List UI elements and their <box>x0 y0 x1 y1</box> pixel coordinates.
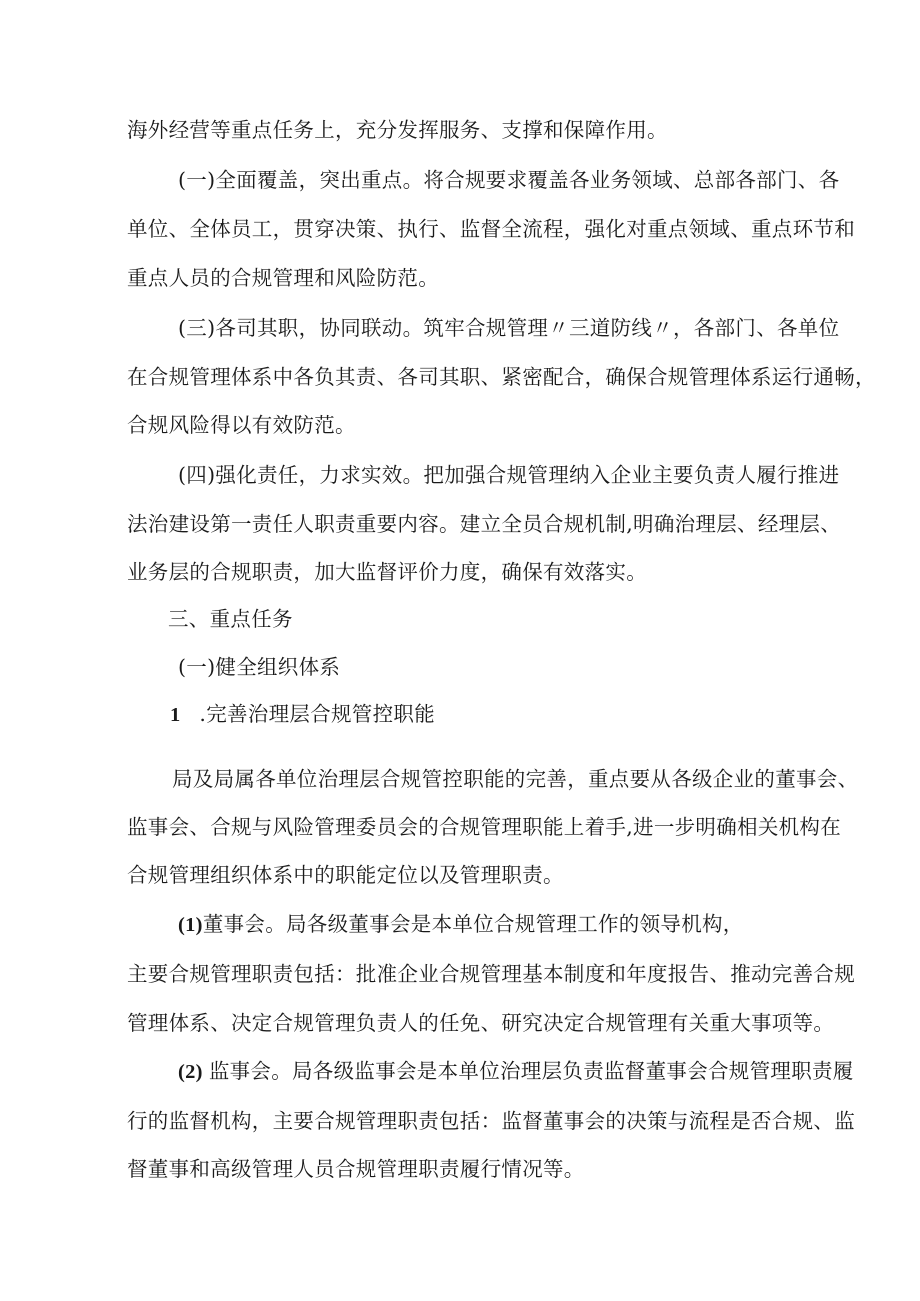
list-number: (1) <box>178 914 203 936</box>
paragraph-line: 业务层的合规职责，加大监督评价力度，确保有效落实。 <box>127 560 647 584</box>
paragraph-line: 重点人员的合规管理和风险防范。 <box>127 266 439 290</box>
paragraph-line: 督董事和高级管理人员合规管理职责履行情况等。 <box>127 1157 585 1181</box>
subsection-heading: (一)健全组织体系 <box>178 655 341 679</box>
paragraph-line: 合规风险得以有效防范。 <box>127 413 356 437</box>
item-heading-text: .完善治理层合规管控职能 <box>199 702 436 726</box>
paragraph-line: 监事会、合规与风险管理委员会的合规管理职能上着手,进一步明确相关机构在 <box>127 815 842 839</box>
paragraph-text: 董事会。局各级董事会是本单位合规管理工作的领导机构， <box>202 912 744 936</box>
paragraph-line: 行的监督机构，主要合规管理职责包括：监督董事会的决策与流程是否合规、监 <box>127 1109 855 1133</box>
paragraph-line: 在合规管理体系中各负其责、各司其职、紧密配合，确保合规管理体系运行通畅， <box>127 365 876 389</box>
item-number: 1 <box>170 704 181 726</box>
paragraph-line: 合规管理组织体系中的职能定位以及管理职责。 <box>127 863 564 887</box>
paragraph-line: 管理体系、决定合规管理负责人的任免、研究决定合规管理有关重大事项等。 <box>127 1011 835 1035</box>
item-heading <box>170 700 435 729</box>
paragraph-line: 局及局属各单位治理层合规管控职能的完善，重点要从各级企业的董事会、 <box>172 767 859 791</box>
paragraph-line: 主要合规管理职责包括：批准企业合规管理基本制度和年度报告、推动完善合规 <box>127 962 855 986</box>
paragraph-line <box>178 910 744 939</box>
paragraph-line: 单位、全体员工，贯穿决策、执行、监督全流程，强化对重点领域、重点环节和 <box>127 217 855 241</box>
paragraph-line: 法治建设第一责任人职责重要内容。建立全员合规机制,明确治理层、经理层、 <box>127 512 842 536</box>
section-heading: 三、重点任务 <box>168 607 293 631</box>
list-number: (2) <box>178 1061 203 1083</box>
paragraph-line: (三)各司其职，协同联动。筑牢合规管理〃三道防线〃，各部门、各单位 <box>178 316 840 340</box>
paragraph-text: 监事会。局各级监事会是本单位治理层负责监督董事会合规管理职责履 <box>208 1059 854 1083</box>
paragraph-line: 海外经营等重点任务上，充分发挥服务、支撑和保障作用。 <box>127 118 668 142</box>
paragraph-line: (四)强化责任，力求实效。把加强合规管理纳入企业主要负责人履行推进 <box>178 463 840 487</box>
paragraph-line: (一)全面覆盖，突出重点。将合规要求覆盖各业务领域、总部各部门、各 <box>178 168 840 192</box>
paragraph-line <box>178 1057 854 1086</box>
